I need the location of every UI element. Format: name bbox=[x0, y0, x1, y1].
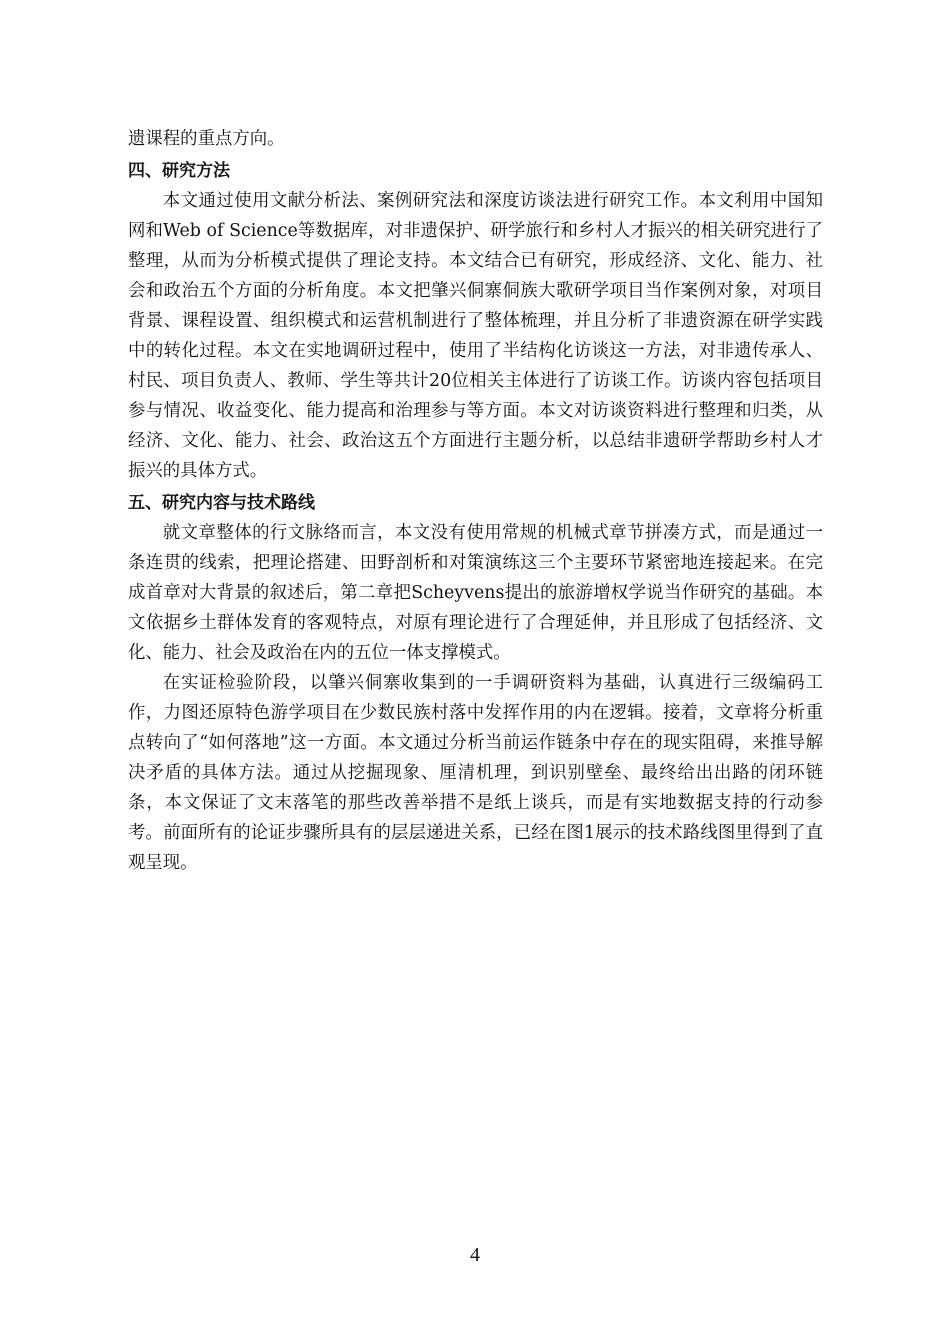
paragraph-research-methods: 本文通过使用文献分析法、案例研究法和深度访谈法进行研究工作。本文利用中国知网和Web of Science等数据库，对非遗保护、研学旅行和乡村人才振兴的相关研究进行了整理，从而为分析模式提供了理论支持。本文结合已有研究，形成经济、文化、能力、社会和政治五个方面的分析角度。本文把肇兴侗寨侗族大歌研学项目当作案例对象，对项目背景、课程设置、组织模式和运营机制进行了整体梳理，并且分析了非遗资源在研学实践中的转化过程。本文在实地调研过程中，使用了半结构化访谈这一方法，对非遗传承人、村民、项目负责人、教师、学生等共计20位相关主体进行了访谈工作。访谈内容包括项目参与情况、收益变化、能力提高和治理参与等方面。本文对访谈资料进行整理和归类，从经济、文化、能力、社会、政治这五个方面进行主题分析，以总结非遗研学帮助乡村人才振兴的具体方式。 bbox=[128, 191, 823, 481]
page-number: 4 bbox=[470, 1244, 480, 1266]
section-heading-research-methods: 四、研究方法 bbox=[128, 161, 230, 181]
page-content bbox=[128, 124, 823, 878]
paragraph-intro-tail: 遗课程的重点方向。 bbox=[128, 129, 285, 149]
section-heading-research-content: 五、研究内容与技术路线 bbox=[128, 493, 315, 513]
paragraph-research-content-2: 在实证检验阶段，以肇兴侗寨收集到的一手调研资料为基础，认真进行三级编码工作，力图还原特色游学项目在少数民族村落中发挥作用的内在逻辑。接着，文章将分析重点转向了“如何落地”这一方面。本文通过分析当前运作链条中存在的现实阻碍，来推导解决矛盾的具体方法。通过从挖掘现象、厘清机理，到识别壁垒、最终给出出路的闭环链条，本文保证了文末落笔的那些改善举措不是纸上谈兵，而是有实地数据支持的行动参考。前面所有的论证步骤所具有的层层递进关系，已经在图1展示的技术路线图里得到了直观呈现。 bbox=[128, 673, 823, 873]
paragraph-research-content-1: 就文章整体的行文脉络而言，本文没有使用常规的机械式章节拼凑方式，而是通过一条连贯的线索，把理论搭建、田野剖析和对策演练这三个主要环节紧密地连接起来。在完成首章对大背景的叙述后，第二章把Scheyvens提出的旅游增权学说当作研究的基础。本文依据乡土群体发育的客观特点，对原有理论进行了合理延伸，并且形成了包括经济、文化、能力、社会及政治在内的五位一体支撑模式。 bbox=[128, 523, 823, 663]
